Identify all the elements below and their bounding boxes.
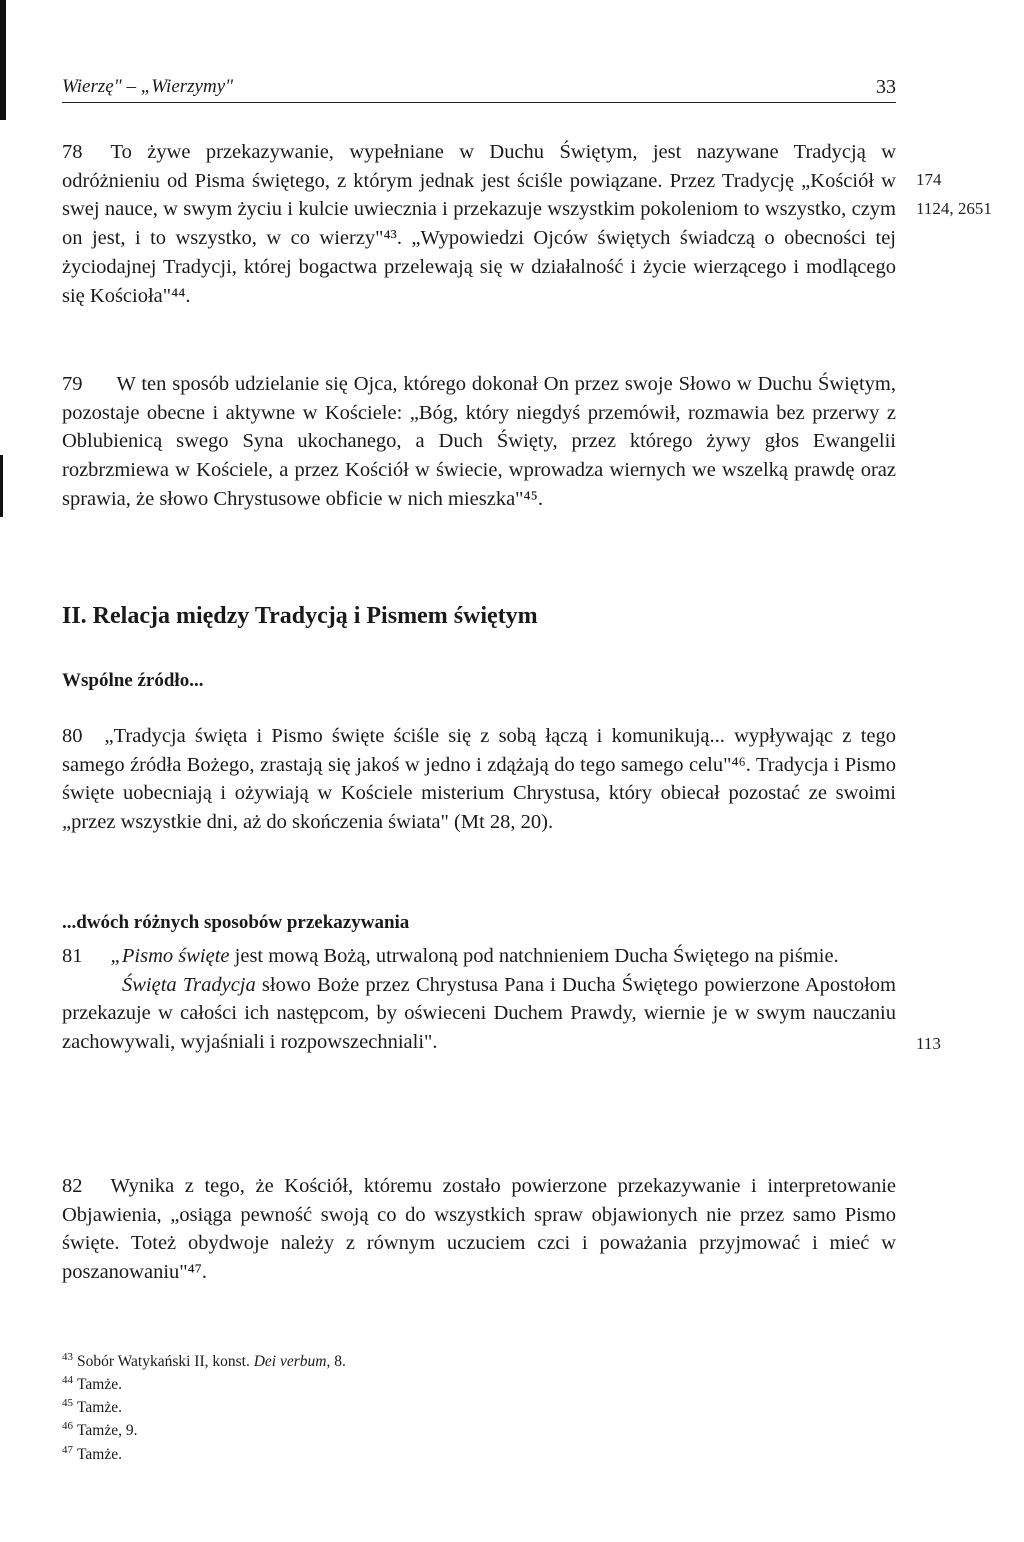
footnote [62, 1348, 662, 1371]
section-heading: II. Relacja między Tradycją i Pismem świętym [62, 603, 538, 629]
margin-reference: 1124, 2651 [916, 199, 992, 218]
scan-edge-mark [0, 455, 3, 517]
margin-reference: 174 [916, 170, 942, 189]
scan-edge [0, 0, 6, 120]
paragraph-number: 82 [62, 1175, 83, 1197]
footnote-number: 47 [62, 1443, 73, 1456]
footnote-text: Tamże. [77, 1445, 122, 1463]
footnotes [62, 1348, 662, 1464]
footnote-text: Sobór Watykański II, konst. [77, 1353, 254, 1371]
paragraph-78 [62, 138, 896, 310]
paragraph-text: To żywe przekazywanie, wypełniane w Duchu Świętym, jest nazywane Tradycją w odróżnieniu od Pisma świętego, z którym jednak jest ściśle powiązane. Przez Tradycję „Kościół w swej nauce, w swym życiu i kulcie uwiecznia i przekazuje wszystkim pokoleniom to wszystko, czym on jest, i to wszystko, w co wierzy"⁴³. „Wypowiedzi Ojców świętych świadczą o obecności tej życiodajnej Tradycji, której bogactwa przelewają się w działalność i życie wierzącego i modlącego się Kościoła"⁴⁴. [62, 141, 896, 307]
running-head: Wierzę" – „Wierzymy" [62, 76, 234, 97]
margin-reference: 113 [916, 1034, 941, 1053]
footnote-text: , 8. [326, 1353, 346, 1371]
footnote-number: 46 [62, 1420, 73, 1433]
paragraph-text: W ten sposób udzielanie się Ojca, którego dokonał On przez swoje Słowo w Duchu Świętym, pozostaje obecne i aktywne w Kościele: „Bóg, który niegdyś przemówił, rozmawia bez przerwy z Oblubienicą swego Syna ukochanego, a Duch Święty, przez którego żywy głos Ewangelii rozbrzmiewa w Kościele, a przez Kościół w świecie, wprowadza wiernych we wszelką prawdę oraz sprawia, że słowo Chrystusowe obficie w nich mieszka"⁴⁵. [62, 373, 896, 510]
paragraph-82 [62, 1172, 896, 1287]
page-number: 33 [876, 76, 896, 98]
italic-term: Święta Tradycja [122, 973, 256, 996]
paragraph-81 [62, 942, 896, 1057]
footnote-italic: Dei verbum [253, 1353, 327, 1371]
footnote-number: 44 [62, 1374, 73, 1387]
footnote [62, 1371, 662, 1394]
paragraph-text: jest mową Bożą, utrwaloną pod natchnieniem Ducha Świętego na piśmie. [229, 945, 839, 967]
paragraph-number: 79 [62, 373, 83, 395]
header-rule [62, 102, 896, 103]
italic-term: „Pismo święte [110, 945, 230, 967]
paragraph-continuation [62, 971, 896, 1057]
paragraph-79 [62, 370, 896, 514]
paragraph-number: 81 [62, 945, 83, 967]
footnote [62, 1417, 662, 1440]
paragraph-number: 80 [62, 725, 83, 747]
paragraph-number: 78 [62, 141, 83, 163]
paragraph-text: „Tradycja święta i Pismo święte ściśle się z sobą łączą i komunikują... wypływając z tego samego źródła Bożego, zrastają się jakoś w jedno i zdążają do tego samego celu"⁴⁶. Tradycja i Pismo święte uobecniają i ożywiają w Kościele misterium Chrystusa, który obiecał pozostać ze swoimi „przez wszystkie dni, aż do skończenia świata" (Mt 28, 20). [62, 725, 896, 834]
footnote-text: Tamże. [77, 1399, 122, 1417]
footnote-text: Tamże. [77, 1376, 122, 1394]
paragraph-text: słowo Boże przez Chrystusa Pana i Ducha Świętego powierzone Apostołom przekazuje w całości ich następcom, by oświeceni Duchem Prawdy, wiernie je w swym nauczaniu zachowywali, wyjaśniali i rozpowszechniali". [62, 973, 896, 1054]
subheading: ...dwóch różnych sposobów przekazywania [62, 912, 410, 933]
footnote-text: Tamże, 9. [77, 1422, 138, 1440]
footnote [62, 1394, 662, 1417]
page-header [62, 76, 896, 106]
paragraph-text: Wynika z tego, że Kościół, któremu zostało powierzone przekazywanie i interpretowanie Objawienia, „osiąga pewność swoją co do wszystkich spraw objawionych nie przez samo Pismo święte. Toteż obydwoje należy z równym uczuciem czci i poważania przyjmować i mieć w poszanowaniu"⁴⁷. [62, 1175, 896, 1284]
footnote [62, 1441, 662, 1464]
footnote-number: 45 [62, 1397, 73, 1410]
footnote-number: 43 [62, 1351, 73, 1363]
subheading: Wspólne źródło... [62, 670, 204, 691]
paragraph-80 [62, 722, 896, 837]
